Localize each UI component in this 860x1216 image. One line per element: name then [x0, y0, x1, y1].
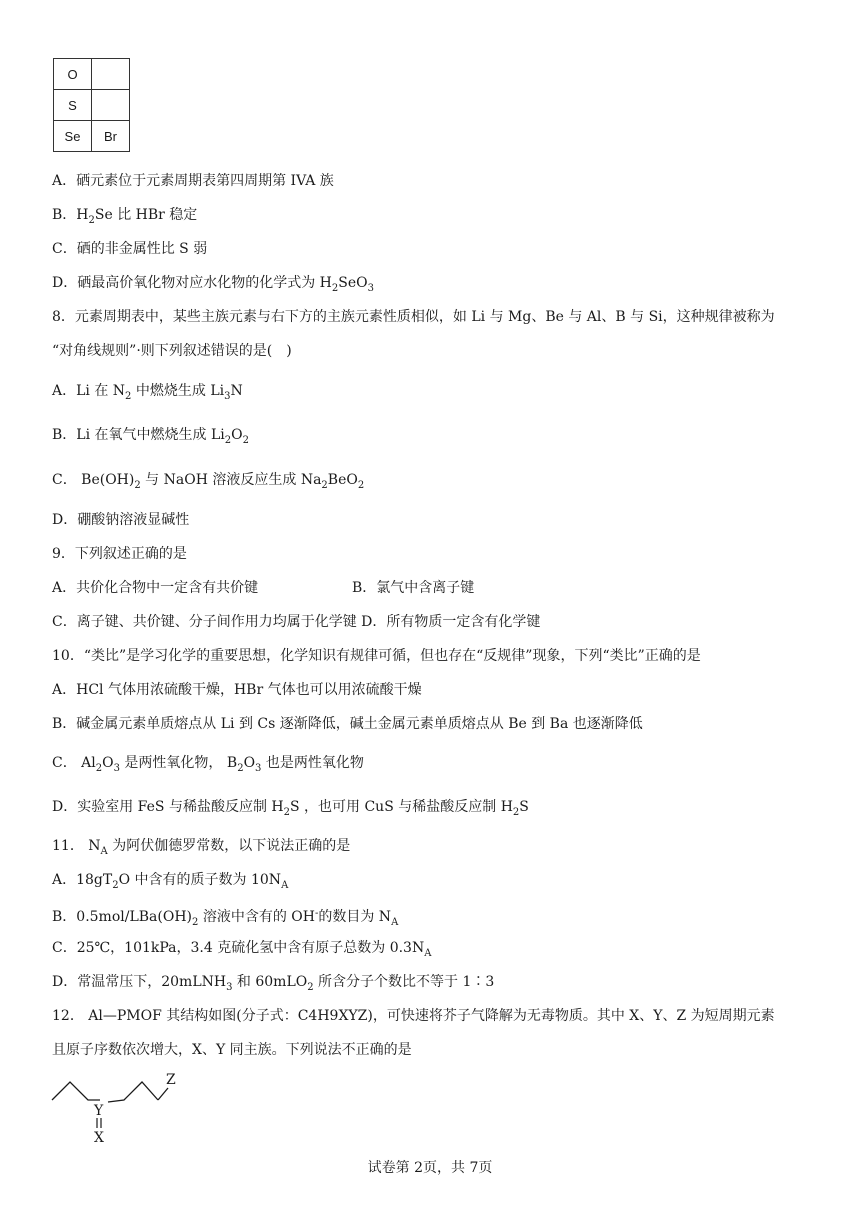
table-cell: Br: [92, 121, 130, 152]
table-cell: [92, 90, 130, 121]
q10-option-d: D．实验室用 FeS 与稀盐酸反应制 $H_2S$ ，也可用 CuS 与稀盐酸反应制 $H_2S$: [52, 799, 529, 818]
q11-option-a: A．$18gT_2O$ 中含有的质子数为 $10N_A$: [52, 872, 289, 891]
q7-option-a: A．硒元素位于元素周期表第四周期第 IVA 族: [52, 173, 334, 189]
q8-option-a: A．Li 在 $N_2$ 中燃烧生成 $Li_3N$: [52, 383, 243, 402]
q12-stem-line-1: 12． Al—PMOF 其结构如图(分子式：C4H9XYZ)，可快速将芥子气降解为无毒物质。其中 X、Y、Z 为短周期元素: [52, 1008, 775, 1024]
table-cell: O: [54, 59, 92, 90]
periodic-table-fragment: [53, 58, 130, 152]
carbon-chain-left: [52, 1082, 100, 1100]
q11-stem: 11． $N_A$ 为阿伏伽德罗常数，以下说法正确的是: [52, 838, 351, 857]
q11-option-d: D．常温常压下，20mLNH$_3$ 和 60mLO$_2$ 所含分子个数比不等于 1∶3: [52, 974, 495, 993]
q10-option-b: B．碱金属元素单质熔点从 Li 到 Cs 逐渐降低，碱土金属元素单质熔点从 Be 到 Ba 也逐渐降低: [52, 716, 643, 732]
q9-option-cd: C．离子键、共价键、分子间作用力均属于化学键 D．所有物质一定含有化学键: [52, 614, 541, 630]
q7-option-d: D．硒最高价氧化物对应水化物的化学式为 $H_2SeO_3$: [52, 275, 374, 294]
table-cell: [92, 59, 130, 90]
bond-to-z: [158, 1088, 168, 1100]
q12-stem-line-2: 且原子序数依次增大，X、Y 同主族。下列说法不正确的是: [52, 1042, 412, 1058]
table-cell: Se: [54, 121, 92, 152]
q10-option-c: C． $Al_2O_3$ 是两性氧化物， $B_2O_3$ 也是两性氧化物: [52, 755, 364, 774]
atom-y-label: Y: [94, 1103, 104, 1119]
atom-z-label: Z: [166, 1072, 176, 1088]
q8-option-c: C． $Be(OH)_2$ 与 NaOH 溶液反应生成 $Na_2BeO_2$: [52, 472, 365, 491]
q9-option-b: B．氯气中含离子键: [352, 580, 475, 596]
atom-x-label: X: [94, 1130, 104, 1146]
q7-option-c: C．硒的非金属性比 S 弱: [52, 241, 208, 257]
q7-option-b: B．$H_2Se$ 比 HBr 稳定: [52, 207, 198, 226]
table-cell: S: [54, 90, 92, 121]
q8-stem-line-2: “对角线规则”·则下列叙述错误的是( ): [52, 343, 292, 359]
q11-option-b: B．$0.5mol/LBa(OH)_2$ 溶液中含有的 OH-的数目为 $N_A$: [52, 908, 399, 928]
q10-option-a: A．HCl 气体用浓硫酸干燥，HBr 气体也可以用浓硫酸干燥: [52, 682, 422, 698]
q8-stem-line-1: 8．元素周期表中，某些主族元素与右下方的主族元素性质相似，如 Li 与 Mg、Be 与 Al、B 与 Si，这种规律被称为: [52, 309, 775, 325]
carbon-chain-right: [108, 1082, 158, 1102]
page-footer: 试卷第 2页，共 7页: [367, 1160, 493, 1176]
q10-stem: 10．“类比”是学习化学的重要思想，化学知识有规律可循，但也存在“反规律”现象，下列“类比”正确的是: [52, 648, 701, 664]
q9-option-a: A．共价化合物中一定含有共价键: [52, 580, 259, 596]
q8-option-d: D．硼酸钠溶液显碱性: [52, 512, 190, 528]
q11-option-c: C．25℃，101kPa，3.4 克硫化氢中含有原子总数为 $0.3N_A$: [52, 940, 432, 959]
q9-stem: 9．下列叙述正确的是: [52, 546, 187, 562]
structural-formula-diagram: [48, 1068, 198, 1148]
q8-option-b: B．Li 在氧气中燃烧生成 $Li_2O_2$: [52, 427, 249, 446]
